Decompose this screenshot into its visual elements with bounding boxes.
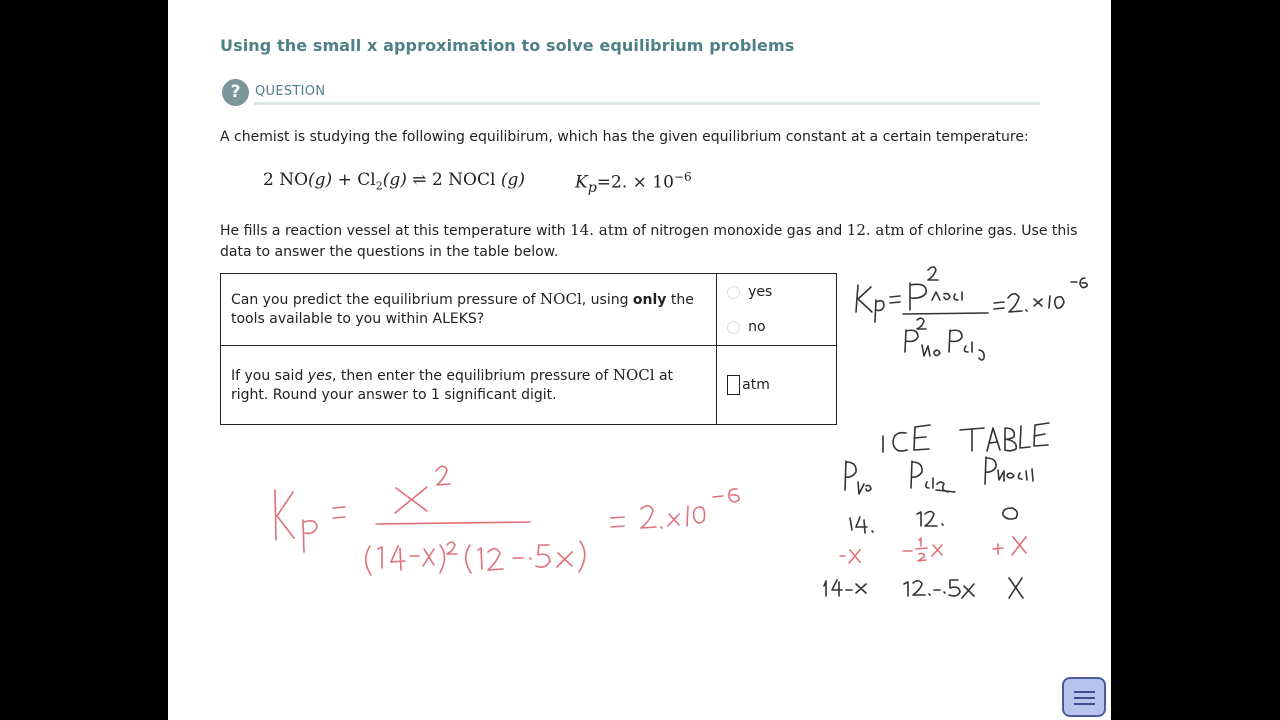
q2-species: NOCl bbox=[612, 365, 655, 384]
fill-text-part2: of nitrogen monoxide gas and bbox=[627, 223, 847, 239]
kp-value: =2. × 10 bbox=[596, 172, 674, 193]
eq-product: 2 NOCl bbox=[431, 170, 501, 190]
menu-line-icon bbox=[1074, 697, 1095, 699]
answer-unit: atm bbox=[742, 377, 770, 393]
hamburger-menu-button[interactable] bbox=[1062, 677, 1106, 717]
kp-symbol: K bbox=[575, 172, 588, 193]
no-pressure-value: 14. atm bbox=[570, 221, 628, 239]
page-title: Using the small x approximation to solve equilibrium problems bbox=[220, 36, 795, 55]
q2-italic-yes: yes bbox=[307, 367, 332, 384]
fill-text-part1: He fills a reaction vessel at this temperature with bbox=[220, 223, 571, 239]
radio-no-label: no bbox=[748, 318, 766, 335]
radio-yes-label: yes bbox=[748, 283, 773, 300]
intro-text: A chemist is studying the following equilibirum, which has the given equilibrium constant at a certain temperature: bbox=[220, 129, 1029, 145]
question-help-icon[interactable]: ? bbox=[222, 79, 249, 106]
q2-text-2: , then enter the equilibrium pressure of bbox=[331, 367, 613, 384]
menu-line-icon bbox=[1074, 703, 1095, 705]
eq-phase-1: (g) bbox=[308, 170, 333, 190]
q1-bold-only: only bbox=[632, 292, 667, 308]
eq-cl-subscript: 2 bbox=[375, 179, 383, 193]
q1-text-1: Can you predict the equilibrium pressure of bbox=[231, 292, 541, 308]
question-label: QUESTION bbox=[255, 84, 326, 99]
cl-pressure-value: 12. atm bbox=[846, 221, 905, 239]
equilibrium-arrow-icon: ⇌ bbox=[412, 170, 427, 190]
q1-species: NOCl bbox=[540, 290, 582, 308]
q2-text-1: If you said bbox=[231, 367, 308, 384]
eq-reactant-no: 2 NO bbox=[263, 170, 309, 190]
kp-exponent: −6 bbox=[673, 170, 692, 184]
kp-subscript: p bbox=[587, 180, 597, 197]
ice-table-sketch bbox=[824, 423, 1049, 598]
eq-reactant-cl: Cl bbox=[357, 170, 376, 190]
red-kp-setup-sketch bbox=[275, 466, 1026, 575]
q2-text-3: at right. Round your answer to 1 significant digit. bbox=[231, 367, 674, 403]
eq-phase-3: (g) bbox=[500, 170, 525, 190]
eq-plus: + bbox=[332, 170, 358, 190]
q1-text-2: , using bbox=[581, 292, 633, 308]
q1-text-3: the tools available to you within ALEKS? bbox=[231, 292, 694, 327]
eq-phase-2: (g) bbox=[382, 170, 407, 190]
fill-text-part3: of chlorine gas. Use this data to answer the questions in the table below. bbox=[220, 223, 1078, 260]
menu-line-icon bbox=[1074, 691, 1095, 693]
kp-expression-sketch bbox=[856, 267, 1087, 360]
